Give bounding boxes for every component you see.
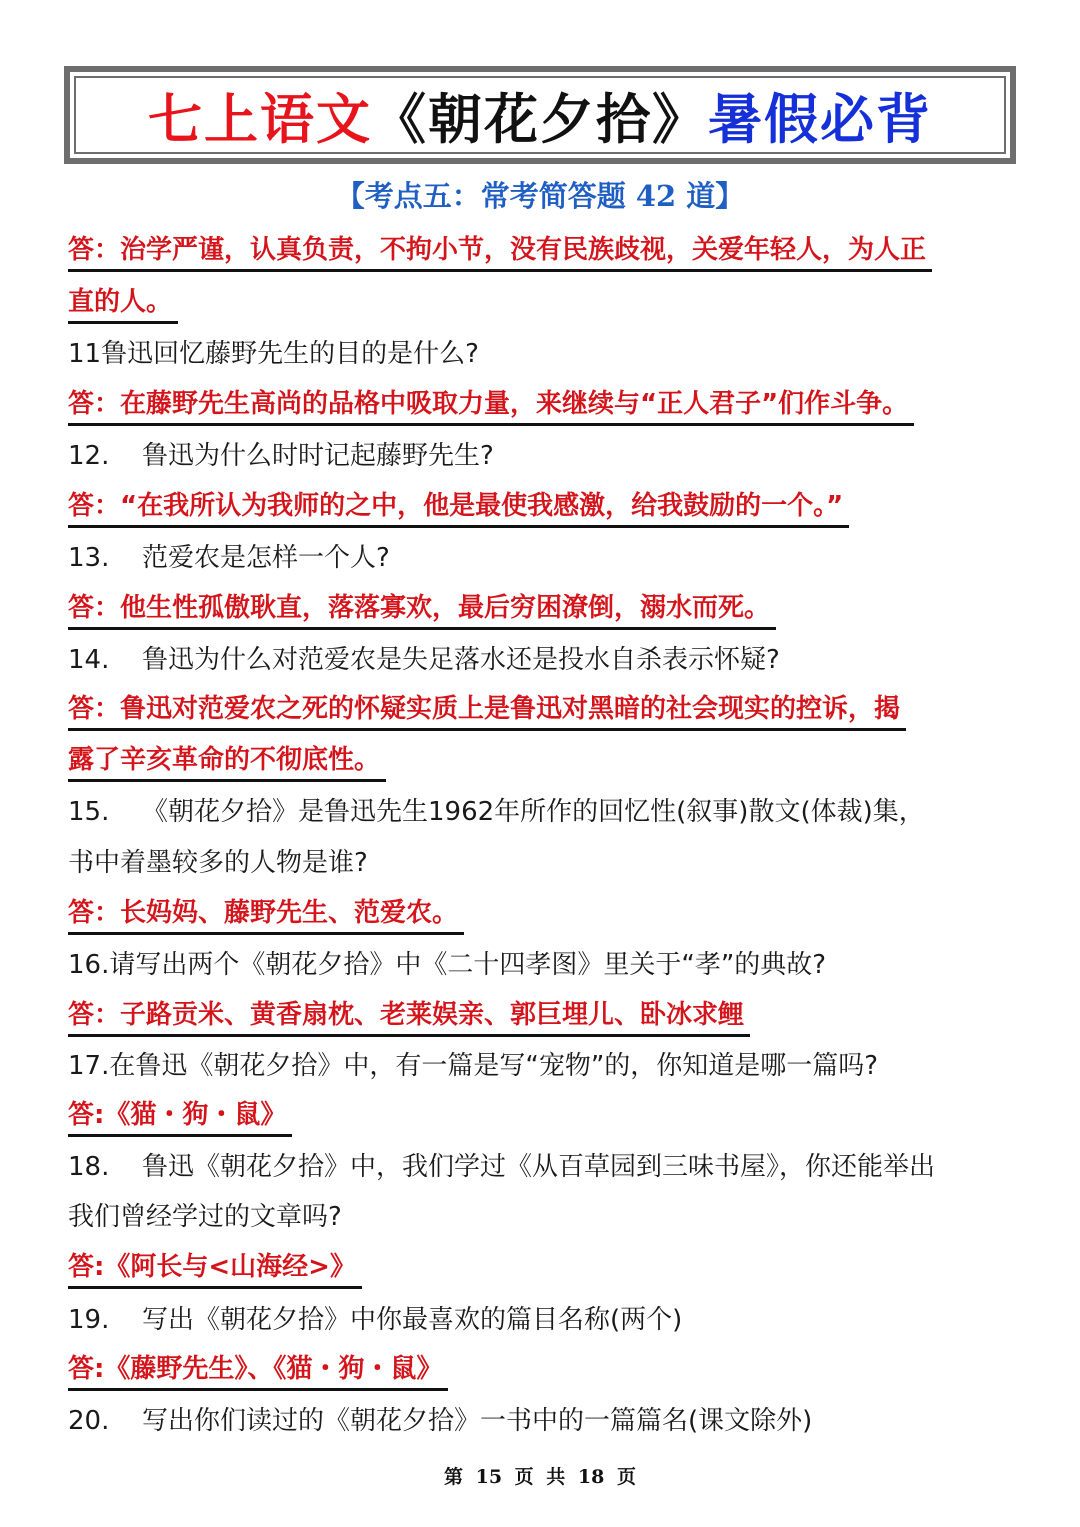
question-number: 13.	[68, 543, 110, 573]
page-footer: 第 15 页 共 18 页	[444, 1466, 636, 1488]
question-text: 写出《朝花夕拾》中你最喜欢的篇目名称(两个)	[142, 1305, 683, 1335]
question-number: 19.	[68, 1305, 110, 1335]
question-13	[68, 538, 390, 578]
question-text: 鲁迅为什么对范爱农是失足落水还是投水自杀表示怀疑?	[142, 645, 780, 675]
question-14	[68, 640, 780, 680]
answer-10-line-1: 答：治学严谨，认真负责，不拘小节，没有民族歧视，关爱年轻人，为人正	[68, 231, 932, 272]
section-heading: 【考点五：常考简答题 42 道】	[335, 179, 745, 213]
question-number: 12.	[68, 441, 110, 471]
answer-17: 答:《猫・狗・鼠》	[68, 1096, 292, 1137]
answer-15: 答：长妈妈、藤野先生、范爱农。	[68, 894, 464, 935]
answer-16: 答：子路贡米、黄香扇枕、老莱娱亲、郭巨埋儿、卧冰求鲤	[68, 996, 750, 1037]
question-number: 18.	[68, 1152, 110, 1182]
question-text: 鲁迅《朝花夕拾》中，我们学过《从百草园到三味书屋》，你还能举出	[142, 1152, 936, 1182]
question-11: 11鲁迅回忆藤野先生的目的是什么?	[68, 339, 479, 369]
question-text: 范爱农是怎样一个人?	[142, 543, 390, 573]
question-15-line-2: 书中着墨较多的人物是谁?	[68, 848, 368, 878]
question-19	[68, 1300, 682, 1340]
answer-12: 答：“在我所认为我师的之中，他是最使我感激，给我鼓励的一个。”	[68, 487, 849, 528]
title-part-book: 《朝花夕拾》	[372, 86, 708, 151]
question-12	[68, 436, 494, 476]
question-number: 15.	[68, 797, 110, 827]
answer-11: 答：在藤野先生高尚的品格中吸取力量，来继续与“正人君子”们作斗争。	[68, 385, 914, 426]
title-part-subject: 七上语文	[148, 86, 372, 151]
question-20	[68, 1401, 812, 1441]
title-part-summer: 暑假必背	[708, 86, 932, 151]
question-18-line-2: 我们曾经学过的文章吗?	[68, 1202, 342, 1232]
question-16: 16.请写出两个《朝花夕拾》中《二十四孝图》里关于“孝”的典故?	[68, 950, 827, 980]
answer-18: 答:《阿长与<山海经>》	[68, 1248, 362, 1289]
answer-14-line-1: 答：鲁迅对范爱农之死的怀疑实质上是鲁迅对黑暗的社会现实的控诉，揭	[68, 690, 906, 731]
question-18-line-1	[68, 1147, 935, 1187]
question-number: 20.	[68, 1406, 110, 1436]
answer-14-line-2: 露了辛亥革命的不彻底性。	[68, 741, 386, 782]
answer-13: 答：他生性孤傲耿直，落落寡欢，最后穷困潦倒，溺水而死。	[68, 589, 776, 630]
question-text: 写出你们读过的《朝花夕拾》一书中的一篇篇名(课文除外)	[142, 1406, 813, 1436]
question-17: 17.在鲁迅《朝花夕拾》中，有一篇是写“宠物”的，你知道是哪一篇吗?	[68, 1051, 879, 1081]
question-15-line-1	[68, 792, 925, 832]
question-text: 鲁迅为什么时时记起藤野先生?	[142, 441, 494, 471]
answer-10-line-2: 直的人。	[68, 283, 178, 324]
question-number: 14.	[68, 645, 110, 675]
answer-19: 答:《藤野先生》、《猫・狗・鼠》	[68, 1350, 448, 1391]
question-text: 《朝花夕拾》是鲁迅先生1962年所作的回忆性(叙事)散文(体裁)集，	[142, 797, 925, 827]
